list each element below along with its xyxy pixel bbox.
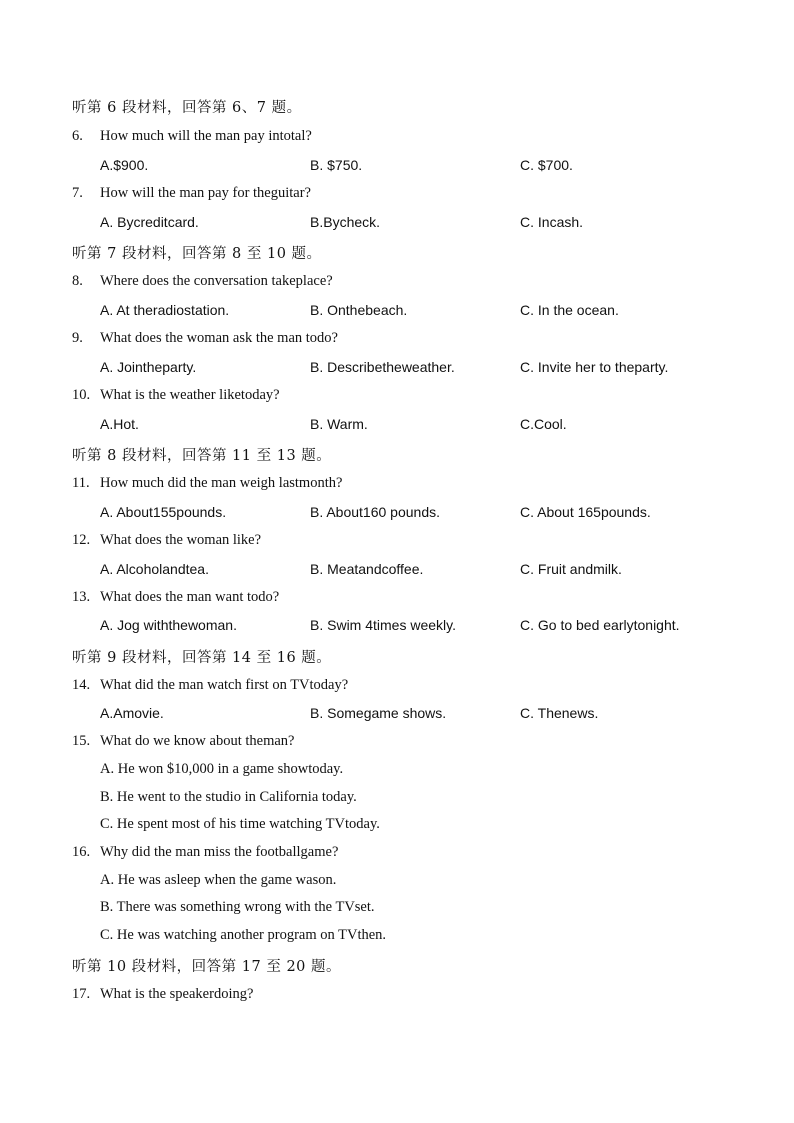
option-c: C. He spent most of his time watching TVtoday. (100, 816, 380, 832)
option-a: A. Jog withthewoman. (100, 617, 237, 633)
question-number: 7. (72, 185, 83, 201)
question-text: What is the speakerdoing? (100, 986, 254, 1002)
option-b: B. Warm. (310, 416, 368, 432)
question-text: How much will the man pay intotal? (100, 128, 312, 144)
question-number: 9. (72, 330, 83, 346)
option-c: C. $700. (520, 157, 573, 173)
option-c: C. Incash. (520, 214, 584, 230)
option-b: B. Somegame shows. (310, 705, 447, 721)
question-text: What does the man want todo? (100, 589, 280, 605)
option-c: C. Thenews. (520, 705, 599, 721)
question-text: Where does the conversation takeplace? (100, 273, 333, 289)
question-text: How will the man pay for theguitar? (100, 185, 311, 201)
option-c: C. About 165pounds. (520, 504, 651, 520)
option-a: A. Jointheparty. (100, 359, 197, 375)
question-text: Why did the man miss the footballgame? (100, 844, 339, 860)
question-number: 16. (72, 844, 91, 860)
option-a: A. He won $10,000 in a game showtoday. (100, 761, 344, 777)
section-heading: 听第 10 段材料，回答第 17 至 20 题。 (72, 959, 342, 975)
section-heading: 听第 6 段材料，回答第 6、7 题。 (72, 100, 302, 116)
question-text: What does the woman ask the man todo? (100, 330, 338, 346)
option-a: A. Alcoholandtea. (100, 561, 209, 577)
option-b: B. There was something wrong with the TVset. (100, 899, 375, 915)
question-text: What do we know about theman? (100, 733, 295, 749)
question-text: What did the man watch first on TVtoday? (100, 677, 349, 693)
option-a: A. About155pounds. (100, 504, 227, 520)
option-b: B. Meatandcoffee. (310, 561, 424, 577)
option-c: C. Fruit andmilk. (520, 561, 622, 577)
option-b: B. Onthebeach. (310, 302, 408, 318)
option-b: B. $750. (310, 157, 363, 173)
section-heading: 听第 8 段材料，回答第 11 至 13 题。 (72, 448, 332, 464)
section-heading: 听第 9 段材料，回答第 14 至 16 题。 (72, 650, 332, 666)
option-b: B.Bycheck. (310, 214, 381, 230)
option-c: C.Cool. (520, 416, 567, 432)
option-b: B. About160 pounds. (310, 504, 440, 520)
option-a: A.Hot. (100, 416, 139, 432)
option-b: B. He went to the studio in California today. (100, 789, 357, 805)
option-a: A.Amovie. (100, 705, 164, 721)
option-c: C. In the ocean. (520, 302, 619, 318)
question-number: 13. (72, 589, 91, 605)
question-number: 6. (72, 128, 83, 144)
question-number: 12. (72, 532, 91, 548)
question-number: 14. (72, 677, 91, 693)
option-c: C. Invite her to theparty. (520, 359, 669, 375)
question-number: 11. (72, 475, 90, 491)
section-heading: 听第 7 段材料，回答第 8 至 10 题。 (72, 246, 322, 262)
option-b: B. Describetheweather. (310, 359, 455, 375)
question-text: How much did the man weigh lastmonth? (100, 475, 343, 491)
question-number: 17. (72, 986, 91, 1002)
question-number: 15. (72, 733, 91, 749)
question-text: What does the woman like? (100, 532, 262, 548)
option-c: C. He was watching another program on TVthen. (100, 927, 387, 943)
question-number: 10. (72, 387, 91, 403)
option-a: A. At theradiostation. (100, 302, 230, 318)
option-a: A.$900. (100, 157, 149, 173)
option-b: B. Swim 4times weekly. (310, 617, 456, 633)
question-number: 8. (72, 273, 83, 289)
option-c: C. Go to bed earlytonight. (520, 617, 680, 633)
option-a: A. Bycreditcard. (100, 214, 199, 230)
question-text: What is the weather liketoday? (100, 387, 280, 403)
option-a: A. He was asleep when the game wason. (100, 872, 337, 888)
